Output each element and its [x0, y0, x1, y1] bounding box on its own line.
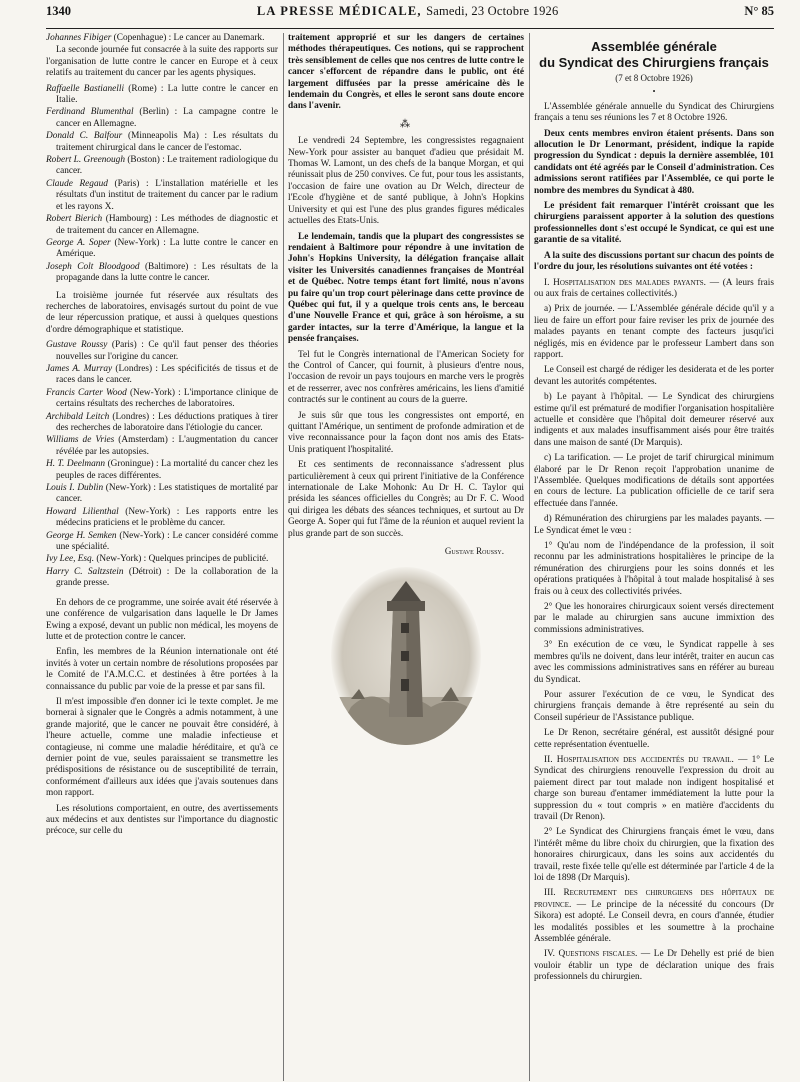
speaker-entry — [46, 567, 278, 590]
speaker-entry — [46, 388, 278, 411]
speaker-name: H. T. Deelmann — [46, 459, 106, 470]
paragraph: Le président fait remarquer l'intérêt croissant que les chirurgiens paraissent apporter à la solution des questions professionnelles dont s'est occupé le Syndicat, ce qui est une garantie de sa vitalité. — [534, 201, 774, 246]
speaker-entry — [46, 531, 278, 554]
section-heading: IV. Questions fiscales. — [544, 949, 638, 960]
column-2 — [288, 33, 524, 745]
speaker-entry — [46, 238, 278, 261]
paragraph: L'Assemblée générale annuelle du Syndicat des Chirurgiens français a tenu ses réunions les 7 et 8 Octobre 1926. — [534, 101, 774, 124]
speaker-name: Robert L. Greenough — [46, 155, 125, 166]
page-number: 1340 — [46, 4, 71, 18]
speaker-name: George H. Semken — [46, 530, 117, 541]
paragraph: La seconde journée fut consacrée à la suite des rapports sur l'organisation de lutte contre le cancer en Europe et à ceux relatifs au traitement du cancer par les agents physiques. — [46, 45, 278, 79]
paragraph: d) Rémunération des chirurgiens par les malades payants. — Le Syndicat émet le vœu : — [534, 514, 774, 536]
paragraph: 2° Le Syndicat des Chirurgiens français émet le vœu, dans l'intérêt même du libre choix du chirurgien, que la fixation des honoraires chirurgicaux, dans les soins aux accidentés du travail, reste fixée telle qu'elle est déterminée par l'article 4 de la loi de 1898 (Dr Marquis). — [534, 827, 774, 883]
column-3 — [534, 33, 774, 988]
speaker-entry — [46, 84, 278, 107]
speaker-topic: (New-York) : Le cancer considéré comme une spécialité. — [56, 530, 278, 553]
speaker-topic: (Paris) : L'installation matérielle et les résultats d'un institut de traitement du cancer par le radium et les rayons X. — [56, 178, 278, 212]
speaker-topic: (Hambourg) : Les méthodes de diagnostic et de traitement du cancer en Allemagne. — [56, 214, 279, 236]
paragraph: b) Le payant à l'hôpital. — Le Syndicat des chirurgiens estime qu'il est prématuré de modifier l'organisation hospitalière actuelle et considère que l'hôpital doit demeurer réservé aux indigents et aux malades insuffisamment aisés pour être traités dans une maison de santé (Dr Marquis). — [534, 392, 774, 448]
tower-photo — [331, 567, 481, 745]
speaker-topic: (Copenhague) : Le cancer au Danemark. — [111, 33, 265, 43]
speaker-name: Ivy Lee, Esq. — [46, 554, 95, 565]
section-2 — [534, 755, 774, 823]
paragraph: 1° Qu'au nom de l'indépendance de la profession, il soit reconnu par les administrations hospitalières le principe de la rémunération des chirurgiens pour les soins donnés et les opérations pratiquées à l'hôpital à tout malade hospitalisé à ses frais ou à ceux des collectivités privées. — [534, 541, 774, 597]
section-text: — Le Dr Dehelly est prié de bien vouloir établir un type de déclaration unique des frais professionnels du chirurgien. — [534, 949, 774, 983]
paragraph: Je suis sûr que tous les congressistes ont emporté, en quittant l'Amérique, un sentiment de profonde admiration et de vive reconnaissance pour la façon dont nos amis des Etats-Unis pratiquent l'hospitalité. — [288, 410, 524, 455]
issue-date: Samedi, 23 Octobre 1926 — [426, 4, 559, 18]
section-separator: ⁂ — [400, 118, 412, 130]
speaker-entry — [46, 262, 278, 285]
speaker-entry — [46, 364, 278, 387]
speaker-topic: (New-York) : L'importance clinique de certains résultats des recherches de laboratoires. — [56, 387, 278, 410]
article-title-line: du Syndicat des Chirurgiens français — [539, 55, 769, 70]
speaker-name: Ferdinand Blumenthal — [46, 107, 134, 118]
speaker-list — [46, 84, 278, 285]
speaker-name: Howard Lilienthal — [46, 506, 119, 517]
speaker-name: Robert Bierich — [46, 214, 103, 225]
speaker-name: Louis I. Dublin — [46, 483, 104, 494]
paragraph: Et ces sentiments de reconnaissance s'adressent plus particulièrement à ceux qui prirent l'initiative de la Conférence internationale de Lake Mohonk: Au Dr H. C. Taylor qui présida les séances officielles du Congrès; au Dr F. C. Wood qui dirigea les débats des séances techniques, et surtout au Dr George A. Soper qui fut l'âme de la réunion et auquel revient la plus grande part de son succès. — [288, 460, 524, 539]
ornament: • — [652, 87, 656, 97]
speaker-entry — [46, 33, 278, 44]
speaker-entry — [46, 155, 278, 178]
speaker-name: Raffaelle Bastianelli — [46, 83, 125, 94]
issue-number: N° 85 — [744, 4, 774, 18]
speaker-name: Harry C. Saltzstein — [46, 566, 124, 577]
speaker-name: Gustave Roussy — [46, 340, 108, 351]
speaker-name: Williams de Vries — [46, 435, 115, 446]
paragraph: Le vendredi 24 Septembre, les congressistes regagnaient New-York pour assister au banquet d'adieu que présidait M. Thomas W. Lamont, un des chefs de la banque Morgan, et qui réunissait plus de 250 convives. Ce fut, pour tous les assistants, l'occasion de faire une ovation au Dr Welch, directeur de l'Ecole d'hygiène et de santé publique, à John's Hopkins University et qui est l'une des plus grandes figures médicales actuelles des Etats-Unis. — [288, 136, 524, 227]
page-header — [46, 4, 774, 29]
author-signature: Gustave Roussy. — [444, 546, 504, 557]
speaker-entry — [46, 179, 278, 213]
speaker-entry — [46, 107, 278, 130]
column-rule — [283, 33, 284, 1081]
article-subtitle: (7 et 8 Octobre 1926) — [615, 73, 693, 83]
speaker-name: Joseph Colt Bloodgood — [46, 261, 140, 272]
speaker-entry — [46, 459, 278, 482]
speaker-name: Johannes Fibiger — [46, 33, 112, 43]
tower-illustration — [331, 567, 481, 745]
speaker-topic: (Berlin) : La campagne contre le cancer en Allemagne. — [56, 107, 278, 129]
section-3 — [534, 888, 774, 945]
column-1 — [46, 33, 278, 842]
paragraph: Le Conseil est chargé de rédiger les desiderata et de les porter devant les autorités compétentes. — [534, 365, 774, 387]
speaker-topic: (New-York) : Les statistiques de mortalité par cancer. — [56, 483, 279, 505]
speaker-name: James A. Murray — [46, 363, 113, 374]
paragraph: 3° En exécution de ce vœu, le Syndicat rappelle à ses membres qu'ils ne doivent, dans leur intérêt, traiter en aucun cas avec les commissions administratives sans en référer au bureau du Syndicat. — [534, 640, 774, 685]
article-title-line: Assemblée générale — [591, 39, 717, 54]
speaker-entry — [46, 214, 278, 237]
paragraph: Le Dr Renon, secrétaire général, est aussitôt désigné pour cette représentation éventuelle. — [534, 728, 774, 750]
section-heading: I. Hospitalisation des malades payants. — [544, 277, 706, 288]
speaker-entry — [46, 412, 278, 435]
speaker-topic: (Boston) : Le traitement radiologique du cancer. — [56, 155, 278, 177]
speaker-topic: (Détroit) : De la collaboration de la grande presse. — [56, 566, 278, 589]
paragraph: A la suite des discussions portant sur chacun des points de l'ordre du jour, les résolutions suivantes ont été votées : — [534, 250, 774, 273]
paragraph: Le lendemain, tandis que la plupart des congressistes se rendaient à Baltimore pour répondre à une invitation de John's Hopkins University, la délégation française allait visiter les Universités canadiennes françaises de Montréal et de Québec. Notre temps étant fort limité, nous n'avons pu faire qu'un trop court pèlerinage dans cette province de Québec qui fut, il y a quelque trois cents ans, le berceau d'une Nouvelle France et qui, grâce à son héroïsme, a su garder intactes, sur la terre d'Amérique, la langue et la pensée françaises. — [288, 231, 524, 345]
speaker-entry — [46, 435, 278, 458]
paragraph: traitement approprié et sur les dangers de certaines méthodes thérapeutiques. Ces notions, qui se rapprochent très sensiblement de celles que nos centres de lutte contre le cancer s'efforcent de répandre dans le public, ont été largement diffusées par la presse américaine dès le lendemain du Congrès, et elles le seront sans doute encore dans l'avenir. — [288, 33, 524, 112]
speaker-name: Francis Carter Wood — [46, 387, 127, 398]
speaker-entry — [46, 131, 278, 154]
section-4 — [534, 949, 774, 983]
column-rule — [529, 33, 530, 1081]
paragraph: Pour assurer l'exécution de ce vœu, le Syndicat des chirurgiens français demande à être représenté au sein du Conseil supérieur de l'Assistance publique. — [534, 689, 774, 723]
speaker-topic: (Minneapolis Ma) : Les résultats du traitement chirurgical dans le cancer de l'estomac. — [56, 131, 278, 153]
speaker-entry — [46, 507, 278, 530]
paragraph: Il m'est impossible d'en donner ici le texte complet. Je me bornerai à signaler que le Congrès a admis notamment, à une grande majorité, que le cancer ne pouvait être considéré, à l'heure actuelle, comme une maladie infectieuse et contagieuse, ni comme une maladie héréditaire, et qu'à ce dernier point de vue, seules paraissaient se transmettre les prédispositions de résistance ou de susceptibilité de terrain, conformément d'ailleurs aux idées que j'avais soutenues dans mon rapport. — [46, 696, 278, 799]
columns — [46, 33, 774, 1081]
section-1 — [534, 278, 774, 301]
speaker-topic: (Baltimore) : Les résultats de la propagande dans la lutte contre le cancer. — [56, 261, 278, 284]
speaker-topic: (New-York) : La lutte contre le cancer en Amérique. — [56, 237, 278, 260]
speaker-topic: (Rome) : La lutte contre le cancer en Italie. — [56, 83, 278, 106]
speaker-entry — [46, 483, 278, 506]
speaker-topic: (Paris) : Ce qu'il faut penser des théories nouvelles sur l'origine du cancer. — [56, 340, 278, 362]
section-text: — 1° Le Syndicat des chirurgiens renouvelle l'expression du droit au paiement direct par tout malade non indigent hospitalisé et charge son bureau d'entamer immédiatement la lutte pour la suppression du « tout compris » en matière d'accidents du travail (Dr Renon). — [534, 754, 774, 822]
speaker-topic: (Groningue) : La mortalité du cancer chez les peuples de races différentes. — [56, 459, 278, 481]
section-heading: III. Recrutement des chirurgiens des hôpitaux de province. — [534, 888, 774, 910]
speaker-entry — [46, 340, 278, 363]
speaker-name: Archibald Leitch — [46, 411, 110, 422]
speaker-name: Donald C. Balfour — [46, 131, 123, 142]
paragraph: Enfin, les membres de la Réunion internationale ont été invités à voter un certain nombre de résolutions proposées par le Comité de l'A.M.C.C. et destinées à être portées à la connaissance du public par voie de la presse et par sans fil. — [46, 647, 278, 692]
speaker-topic: (Amsterdam) : L'augmentation du cancer révélée par les autopsies. — [56, 435, 278, 457]
speaker-list — [46, 33, 278, 44]
speaker-name: George A. Soper — [46, 237, 111, 248]
paragraph: a) Prix de journée. — L'Assemblée générale décide qu'il y a lieu de faire un effort pour faire reviser les prix de journée des malades payants en tenant compte des facteurs jusqu'ici négligés, mis en évidence par le professeur Lambert dans son rapport. — [534, 304, 774, 360]
speaker-name: Claude Regaud — [46, 178, 108, 189]
speaker-topic: (New-York) : Les rapports entre les médecins praticiens et le problème du cancer. — [56, 506, 278, 529]
article-title — [534, 39, 774, 71]
journal-title — [257, 4, 559, 19]
paragraph: La troisième journée fut réservée aux résultats des recherches de laboratoires, envisagés surtout du point de vue de leur répercussion pratique, et aussi à quelques questions d'ordre démographique et statistique. — [46, 290, 278, 335]
paragraph: 2° Que les honoraires chirurgicaux soient versés directement par le malade au chirurgien sans aucune immixtion des commissions administratives. — [534, 602, 774, 635]
paragraph: Tel fut le Congrès international de l'American Society for the Control of Cancer, qui fournit, à plusieurs d'entre nous, l'occasion de revoir un pays toujours en marche vers le progrès et de resserrer, avec nos confrères américains, les liens d'amitié contractés sur le continent au cours de la guerre. — [288, 349, 524, 406]
section-text: — Le principe de la nécessité du concours (Dr Sikora) est adopté. Le Conseil devra, en cours d'année, étudier les modalités possibles et les soumettre à la prochaine Assemblée générale. — [534, 899, 774, 945]
speaker-entry — [46, 554, 278, 565]
paragraph: En dehors de ce programme, une soirée avait été réservée à une conférence de vulgarisation dans laquelle le Dr James Ewing a exposé, devant un public non médical, les moyens de lutte et de protection contre le cancer. — [46, 597, 278, 642]
paragraph: Deux cents membres environ étaient présents. Dans son allocution le Dr Lenormant, président, indique la rapide progression du Syndicat : depuis la dernière assemblée, 101 candidats ont été agréés par le Conseil d'administration. Ces admissions seront ratifiées par l'Assemblée, ce qui porte le nombre des membres du Syndicat à 480. — [534, 128, 774, 196]
paragraph: c) La tarification. — Le projet de tarif chirurgical minimum élaboré par le Dr Renon reçoit l'approbation unanime de l'Assemblée. Quelques modifications de détails sont apportées en cours de lecture. La publication officielle de ce tarif sera effectuée dans l'année. — [534, 453, 774, 509]
section-text: — (A leurs frais ou aux frais de certaines collectivités.) — [534, 277, 774, 299]
paragraph: Les résolutions comportaient, en outre, des avertissements aux médecins et aux dentistes sur l'importance du diagnostic précoce, sur celle du — [46, 803, 278, 837]
speaker-topic: (Londres) : Les déductions pratiques à tirer des recherches de laboratoire dans l'étiologie du cancer. — [56, 411, 279, 433]
journal-name: LA PRESSE MÉDICALE, — [256, 4, 422, 18]
speaker-topic: (Londres) : Les spécificités de tissus et de races dans le cancer. — [56, 363, 278, 386]
speaker-list — [46, 340, 278, 590]
speaker-topic: (New-York) : Quelques principes de publicité. — [94, 554, 269, 565]
section-heading: II. Hospitalisation des accidentés du travail. — [544, 754, 734, 765]
